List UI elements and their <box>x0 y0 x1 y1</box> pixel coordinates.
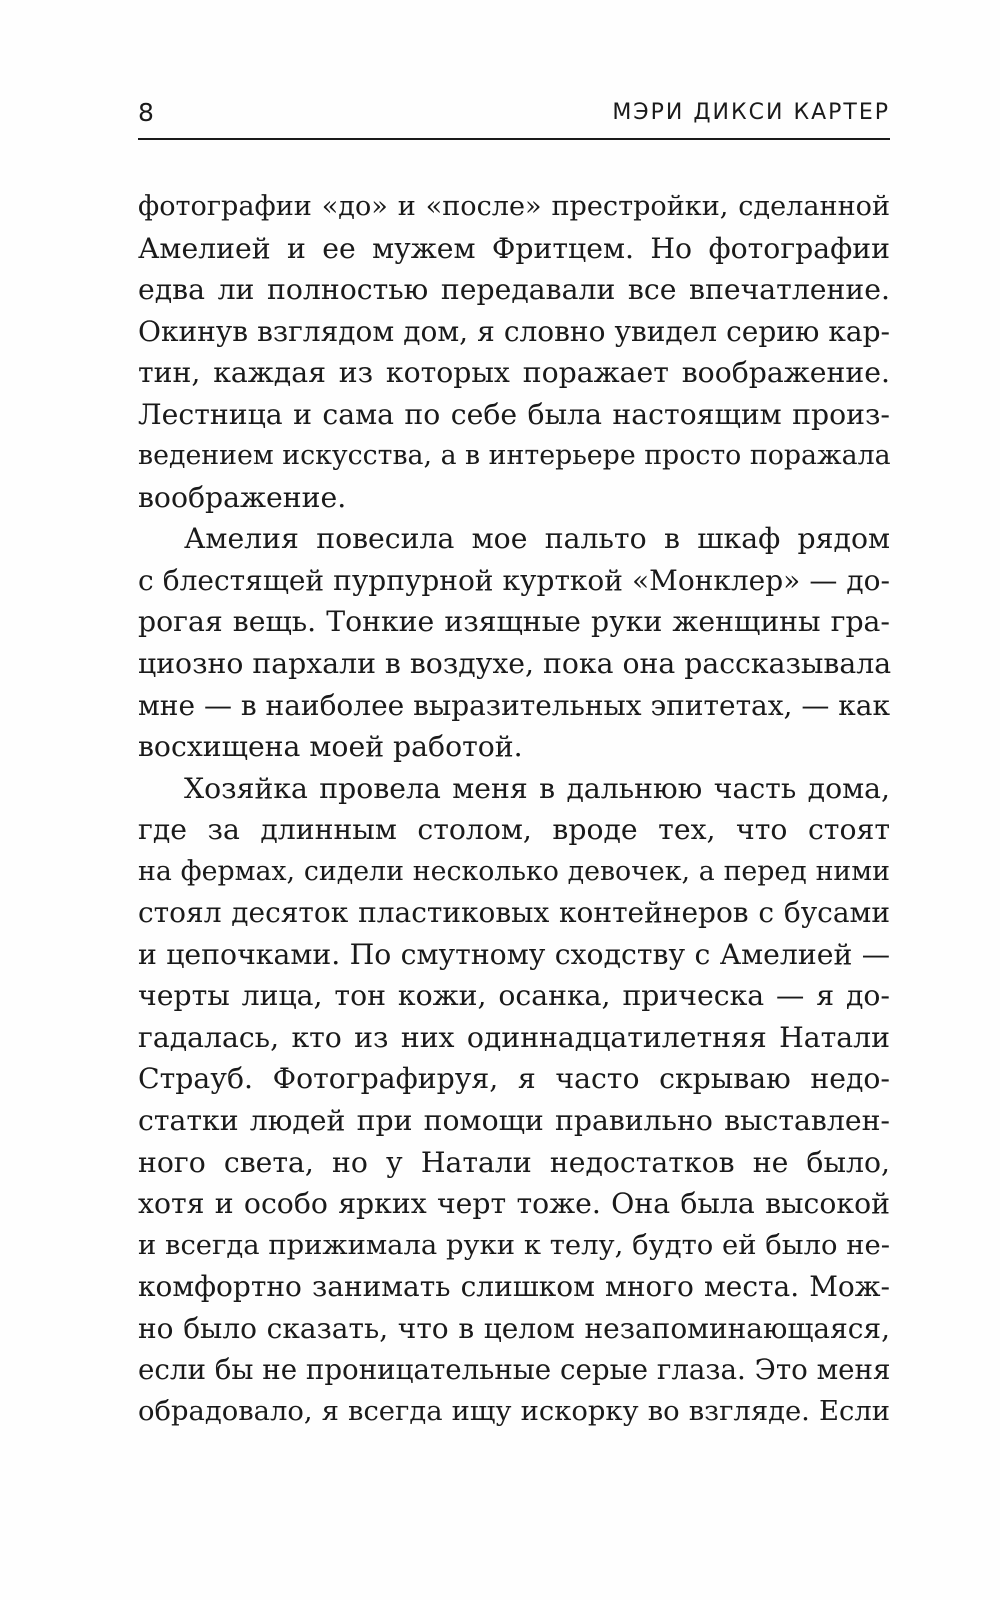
text-line: мне — в наиболее выразительных эпитетах, — как <box>138 688 890 722</box>
text-line: черты лица, тон кожи, осанка, прическа — я до- <box>138 979 890 1013</box>
text-line: статки людей при помощи правильно выставлен- <box>138 1104 890 1138</box>
text-line: где за длинным столом, вроде тех, что стоят <box>138 813 890 847</box>
running-head <box>138 92 890 140</box>
text-line: если бы не проницательные серые глаза. Это меня <box>138 1353 891 1387</box>
text-line: Окинув взглядом дом, я словно увидел серию кар- <box>138 314 890 348</box>
text-line: фотографии «до» и «после» престройки, сделанной <box>138 191 890 222</box>
text-line: и всегда прижимала руки к телу, будто ей было не- <box>138 1229 890 1261</box>
text-line: Страуб. Фотографируя, я часто скрываю недо- <box>138 1062 890 1096</box>
text-line: циозно пархали в воздухе, пока она рассказывала <box>138 647 892 681</box>
text-line: ведением искусства, а в интерьере просто поражала <box>138 440 891 472</box>
text-line: ного света, но у Натали недостатков не было, <box>138 1145 890 1179</box>
text-line: хотя и особо ярких черт тоже. Она была высокой <box>138 1187 890 1221</box>
text-line: с блестящей пурпурной курткой «Монклер» — до- <box>138 563 890 597</box>
text-line: Амелия повесила мое пальто в шкаф рядом <box>184 522 890 556</box>
text-line: но было сказать, что в целом незапоминающаяся, <box>138 1311 890 1345</box>
text-line: воображение. <box>138 480 347 514</box>
text-line: и цепочками. По смутному сходству с Амелией — <box>138 937 890 971</box>
text-line: Хозяйка провела меня в дальнюю часть дома, <box>184 771 890 805</box>
text-line: комфортно занимать слишком много места. Мож- <box>138 1270 890 1304</box>
running-title: МЭРИ ДИКСИ КАРТЕР <box>612 100 890 125</box>
page-number: 8 <box>138 98 155 127</box>
text-line: на фермах, сидели несколько девочек, а перед ними <box>138 855 890 887</box>
text-line: тин, каждая из которых поражает воображение. <box>138 356 890 390</box>
text-line: едва ли полностью передавали все впечатление. <box>138 273 890 307</box>
text-line: обрадовало, я всегда ищу искорку во взгляде. Если <box>138 1395 890 1427</box>
body-text <box>138 186 890 1432</box>
text-line: гадалась, кто из них одиннадцатилетняя Натали <box>138 1020 890 1054</box>
text-line: восхищена моей работой. <box>138 730 523 764</box>
text-line: стоял десяток пластиковых контейнеров с бусами <box>138 896 890 930</box>
text-line: Лестница и сама по себе была настоящим произ- <box>138 397 890 431</box>
text-line: Амелией и ее мужем Фритцем. Но фотографии <box>138 231 890 265</box>
text-line: рогая вещь. Тонкие изящные руки женщины гра- <box>138 605 890 639</box>
